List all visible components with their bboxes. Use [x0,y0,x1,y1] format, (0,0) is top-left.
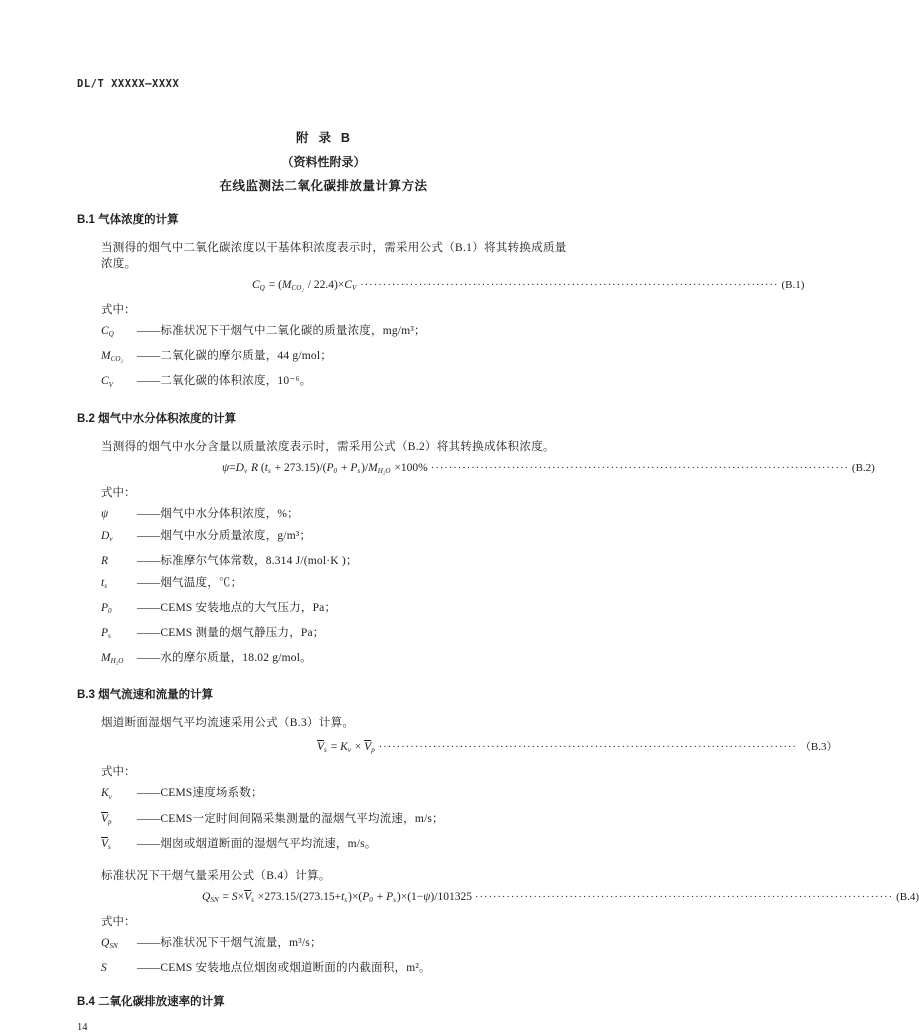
variable-row [77,554,570,569]
variable-symbol: R [101,554,109,567]
variable-desc: ——CEMS速度场系数； [137,787,263,800]
variable-desc: ——烟气中水分质量浓度，g/m³； [137,529,312,542]
appendix-type: （资料性附录） [281,155,366,169]
appendix-title-block [77,128,570,194]
variable-desc: ——CEMS一定时间间隔采集测量的湿烟气平均流速，m/s； [137,812,444,825]
formula-b3-expression: $\overline{V}s = Kv \times \overline{V}p$ [317,741,375,755]
formula-b1-leaders: ····························································································· [360,280,779,291]
where-label: 式中： [101,766,136,779]
variable-row [77,837,570,855]
variable-desc: ——标准状况下干烟气流量，m³/s； [137,936,322,949]
variable-row [77,961,570,976]
variable-symbol: MH₂O [101,652,124,666]
formula-b1 [77,279,805,293]
page-number: 14 [77,1022,88,1033]
variable-symbol: ts [101,576,107,590]
section-b2-heading: B.2 烟气中水分体积浓度的计算 [77,412,237,425]
section-b4-heading: B.4 二氧化碳排放速率的计算 [77,996,225,1008]
formula-b2-leaders: ····························································································· [430,462,849,474]
variable-row [77,601,570,619]
variable-row [77,576,570,594]
variable-row [77,786,570,804]
variable-desc: ——烟气温度，℃； [137,576,243,589]
variable-symbol: Kv [101,787,112,801]
document-code: DL/T XXXXX—XXXX [77,78,180,90]
section-b3-intro1: 烟道断面湿烟气平均流速采用公式（B.3）计算。 [101,717,355,730]
variable-symbol: ψ [101,507,109,520]
variable-row [77,812,570,830]
variable-symbol: S [101,962,107,974]
section-b3 [77,686,919,976]
formula-b4-label: (B.4) [896,890,919,903]
where-label: 式中： [101,304,136,317]
variable-row [77,626,570,644]
variable-row [77,936,570,954]
variable-symbol: $\overline{V}p$ [101,812,112,826]
formula-b2 [77,461,875,475]
formula-b1-expression: CQ = (MCO₂ / 22.4)×CV [252,279,357,293]
variable-desc: ——标准状况下干烟气中二氧化碳的质量浓度，mg/m³； [137,325,426,338]
variable-symbol: MCO₂ [101,350,123,364]
variable-desc: ——标准摩尔气体常数，8.314 J/(mol·K )； [137,554,358,567]
where-label: 式中： [101,915,136,928]
variable-desc: ——二氧化碳的摩尔质量，44 g/mol； [137,350,332,363]
variable-symbol: QSN [101,936,118,950]
section-b1 [77,211,805,393]
variable-symbol: Ps [101,627,111,641]
variable-row [77,374,570,392]
formula-b4-expression: QSN = $S\times\overline{V}s \times 273.15/(273.15+ts)\times(P0 + Ps)\times(1-\psi)/101325$ [202,890,472,904]
variable-desc: ——CEMS 测量的烟气静压力，Pa； [137,627,325,639]
formula-b4 [77,890,919,904]
variable-desc: ——CEMS 安装地点位烟囱或烟道断面的内截面积，m²。 [137,962,431,974]
variable-desc: ——二氧化碳的体积浓度，10⁻⁶。 [137,375,312,388]
variable-row [77,507,570,522]
appendix-title: 附 录 B [296,131,351,145]
section-b2 [77,410,875,670]
section-b2-intro: 当测得的烟气中水分含量以质量浓度表示时，需采用公式（B.2）将其转换成体积浓度。 [101,440,555,453]
variable-symbol: CQ [101,325,114,339]
formula-b2-expression: ψ=Dv R (ts + 273.15)/(P0 + Ps)/MH₂O ×100% [222,461,428,475]
section-b4 [77,993,570,1009]
formula-b4-leaders: ····························································································· [474,891,894,903]
formula-b2-label: (B.2) [851,461,875,474]
section-b3-intro2: 标准状况下干烟气量采用公式（B.4）计算。 [101,869,331,882]
variable-desc: ——CEMS 安装地点的大气压力，Pa； [137,601,337,614]
variable-symbol: CV [101,375,114,389]
formula-b1-label: (B.1) [781,279,805,291]
variable-symbol: $\overline{V}s$ [101,837,111,851]
variable-desc: ——烟囱或烟道断面的湿烟气平均流速，m/s。 [137,837,377,850]
variable-desc: ——水的摩尔质量，18.02 g/mol。 [137,652,312,665]
formula-b3-leaders: ····························································································· [378,742,797,754]
variable-desc: ——烟气中水分体积浓度，%； [137,507,299,520]
variable-row [77,324,570,342]
variable-row [77,529,570,547]
variable-symbol: Dv [101,529,113,543]
where-label: 式中： [101,486,136,499]
section-b1-intro: 当测得的烟气中二氧化碳浓度以干基体积浓度表示时，需采用公式（B.1）将其转换成质量浓度。 [101,242,567,270]
variable-symbol: P0 [101,601,112,615]
variable-row [77,651,570,669]
section-b3-heading: B.3 烟气流速和流量的计算 [77,689,214,702]
formula-b3 [77,738,838,755]
variable-row [77,349,570,367]
formula-b3-label: （B.3） [799,741,838,754]
appendix-name: 在线监测法二氧化碳排放量计算方法 [219,179,428,193]
section-b1-heading: B.1 气体浓度的计算 [77,214,179,226]
